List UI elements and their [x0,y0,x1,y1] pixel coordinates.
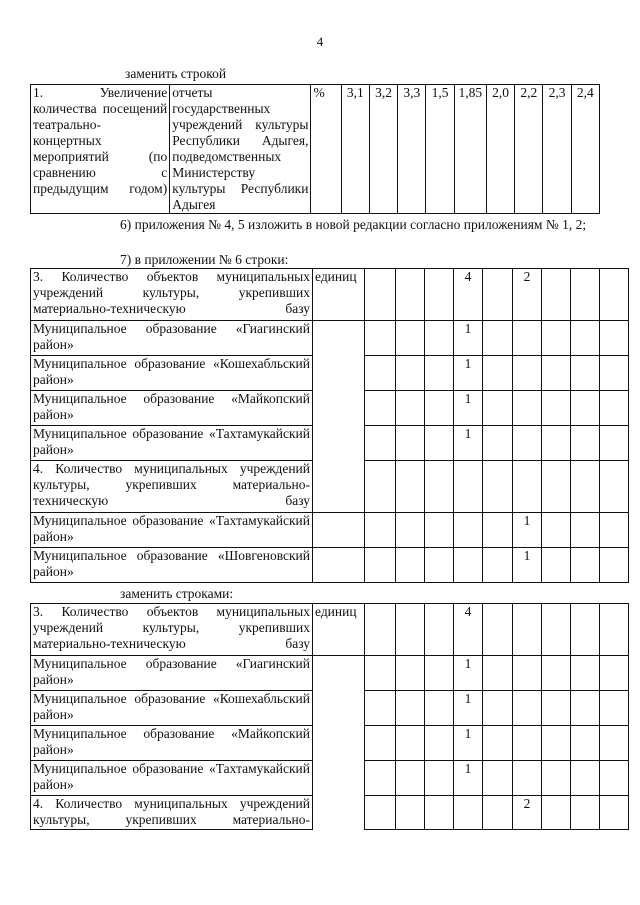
row-label: Муниципальное образование «Шовгеновский район» [31,548,313,583]
value-cell: 1 [513,548,542,583]
value-cell: 2 [513,796,542,830]
replacement-rows-table [30,603,629,830]
row-label: Муниципальное образование «Тахтамукайский район» [31,513,313,548]
table-row [31,461,629,513]
replace-lines-heading: заменить строками: [120,586,234,601]
value-cell: 1 [454,391,483,426]
value-cell: 1 [454,761,483,796]
value-cell: 1 [454,691,483,726]
value-cell: 4 [454,269,483,321]
value-cell: 2,4 [571,85,599,214]
row-label: Муниципальное образование «Кошехабльский район» [31,356,313,391]
value-cell: 1 [454,426,483,461]
table-row [31,426,629,461]
replacement-table [30,84,600,214]
table-row [31,321,629,356]
table-row [31,656,629,691]
row-label: Муниципальное образование «Майкопский район» [31,726,313,761]
value-cell: 1 [454,726,483,761]
unit-cell: единиц [313,269,365,321]
table-row [31,761,629,796]
original-rows-table [30,268,629,583]
unit-cell: % [311,85,341,214]
value-cell: 1 [454,321,483,356]
value-cell: 2,0 [486,85,514,214]
value-cell: 1 [513,513,542,548]
row-label: 3. Количество объектов муниципальных учреждений культуры, укрепивших материально-техническую базу [31,604,313,656]
row-label: 4. Количество муниципальных учреждений культуры, укрепивших материально- [31,796,313,830]
value-cell: 1 [454,356,483,391]
item-7-paragraph: 7) в приложении № 6 строки: [120,252,289,267]
value-cell: 2 [513,269,542,321]
source-cell: отчеты государственных учреждений культуры Республики Адыгея, подведомственных Министерству культуры Республики Адыгея [170,85,311,214]
value-cell: 1,5 [426,85,454,214]
table-row [31,513,629,548]
indicator-cell: 1. Увеличение количества посещений театрально-концертных мероприятий (по сравнению с предыдущим годом) [31,85,170,214]
row-label: 4. Количество муниципальных учреждений культуры, укрепивших материально-техническую базу [31,461,313,513]
value-cell: 3,2 [369,85,397,214]
replace-line-heading: заменить строкой [125,66,227,81]
row-label: Муниципальное образование «Тахтамукайский район» [31,761,313,796]
page-number: 4 [316,34,324,49]
row-label: Муниципальное образование «Гиагинский район» [31,321,313,356]
table-row [31,604,629,656]
table-row [31,356,629,391]
table-row [31,269,629,321]
item-6-paragraph: 6) приложения № 4, 5 изложить в новой редакции согласно приложениям № 1, 2; [120,217,587,232]
value-cell: 1 [454,656,483,691]
value-cell: 3,3 [398,85,426,214]
table-row [31,796,629,830]
value-cell: 2,2 [515,85,543,214]
value-cell: 2,3 [543,85,571,214]
value-cell: 3,1 [341,85,369,214]
row-label: Муниципальное образование «Кошехабльский район» [31,691,313,726]
row-label: Муниципальное образование «Гиагинский район» [31,656,313,691]
value-cell: 4 [454,604,483,656]
row-label: 3. Количество объектов муниципальных учреждений культуры, укрепивших материально-техническую базу [31,269,313,321]
row-label: Муниципальное образование «Тахтамукайский район» [31,426,313,461]
table-row [31,391,629,426]
table-row [31,548,629,583]
value-cell: 1,85 [454,85,486,214]
table-row [31,691,629,726]
table-row [31,726,629,761]
unit-cell: единиц [313,604,365,656]
table-row [31,85,600,214]
row-label: Муниципальное образование «Майкопский район» [31,391,313,426]
